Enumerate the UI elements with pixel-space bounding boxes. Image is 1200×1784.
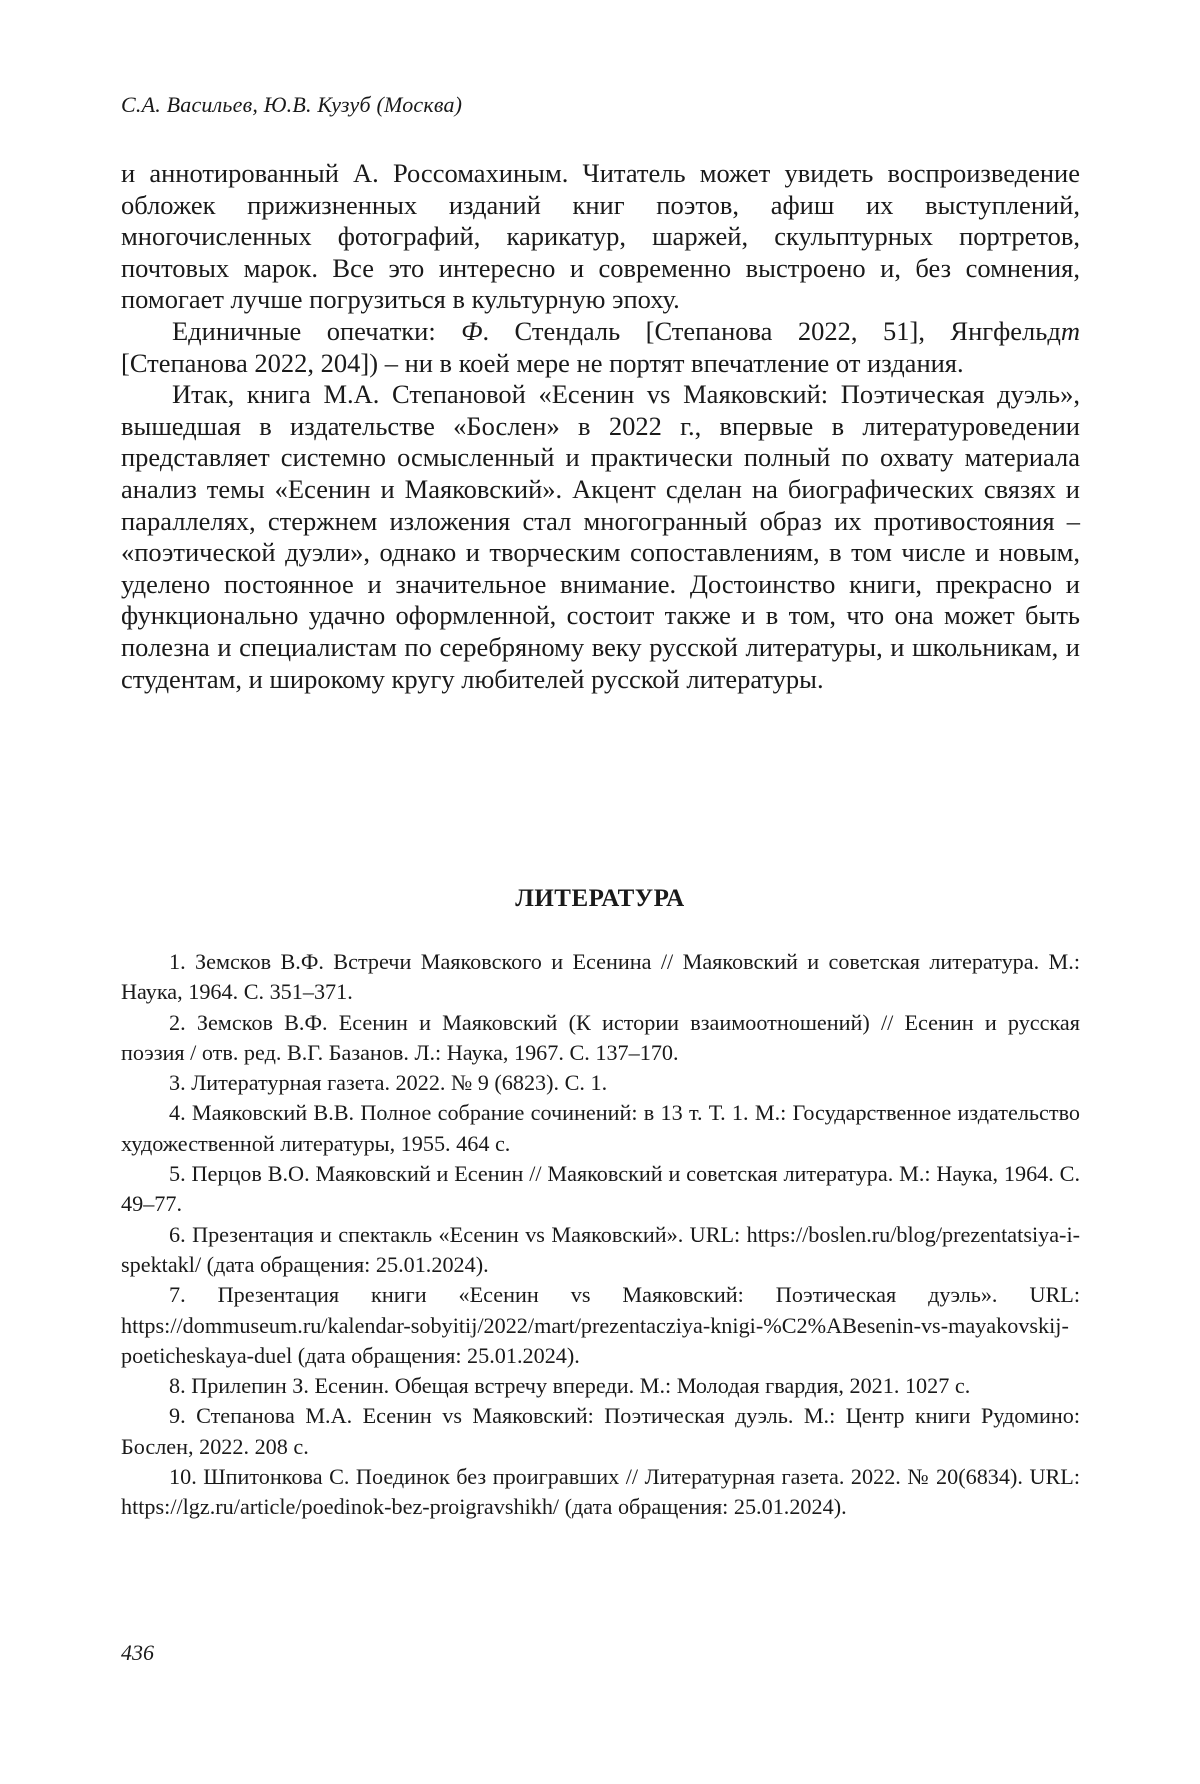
reference-item: 4. Маяковский В.В. Полное собрание сочинений: в 13 т. Т. 1. М.: Государственное издательство художественной литературы, 1955. 464 с. <box>121 1100 1080 1156</box>
typos-italic-f: Ф <box>461 315 483 346</box>
reference-item: 3. Литературная газета. 2022. № 9 (6823). С. 1. <box>169 1070 608 1096</box>
running-head: С.А. Васильев, Ю.В. Кузуб (Москва) <box>121 92 463 117</box>
reference-item: 9. Степанова М.А. Есенин vs Маяковский: Поэтическая дуэль. М.: Центр книги Рудомино: Бослен, 2022. 208 с. <box>121 1403 1080 1459</box>
paragraph-conclusion: Итак, книга М.А. Степановой «Есенин vs Маяковский: Поэтическая дуэль», вышедшая в издательстве «Бослен» в 2022 г., впервые в литературоведении представляет системно осмысленный и практически полный по охвату материала анализ темы «Есенин и Маяковский». Акцент сделан на биографических связях и параллелях, стержнем изложения стал многогранный образ их противостояния – «поэтической дуэли», однако и творческим сопоставлениям, в том числе и новым, уделено постоянное и значительное внимание. Достоинство книги, прекрасно и функционально удачно оформленной, состоит также и в том, что она может быть полезна и специалистам по серебряному веку русской литературы, и школьникам, и студентам, и широкому кругу любителей русской литературы. <box>121 379 1080 694</box>
reference-item: 10. Шпитонкова С. Поединок без проигравших // Литературная газета. 2022. № 20(6834). URL: https://lgz.ru/article/poedinok-bez-proigravshikh/ (дата обращения: 25.01.2024). <box>121 1464 1080 1520</box>
references-title: ЛИТЕРАТУРА <box>515 885 685 912</box>
reference-item: 6. Презентация и спектакль «Есенин vs Маяковский». URL: https://boslen.ru/blog/prezentatsiya-i-spektakl/ (дата обращения: 25.01.2024). <box>121 1221 1080 1277</box>
reference-item: 2. Земсков В.Ф. Есенин и Маяковский (К истории взаимоотношений) // Есенин и русская поэзия / отв. ред. В.Г. Базанов. Л.: Наука, 1967. С. 137–170. <box>121 1009 1080 1065</box>
body-text <box>121 158 1080 695</box>
page-number: 436 <box>121 1640 154 1665</box>
reference-item: 1. Земсков В.Ф. Встречи Маяковского и Есенина // Маяковский и советская литература. М.: Наука, 1964. С. 351–371. <box>121 949 1080 1005</box>
reference-item: 8. Прилепин З. Есенин. Обещая встречу впереди. М.: Молодая гвардия, 2021. 1027 с. <box>169 1373 971 1399</box>
typos-tail: [Степанова 2022, 204]) – ни в коей мере не портят впечатление от издания. <box>121 347 964 378</box>
references-list <box>121 947 1080 1523</box>
typos-lead: Единичные опечатки: <box>172 315 462 346</box>
paragraph-continued: и аннотированный А. Россомахиным. Читатель может увидеть воспроизведение обложек прижизненных изданий книг поэтов, афиш их выступлений, многочисленных фотографий, карикатур, шаржей, скульптурных портретов, почтовых марок. Все это интересно и современно выстроено и, без сомнения, помогает лучше погрузиться в культурную эпоху. <box>121 158 1080 315</box>
reference-item: 7. Презентация книги «Есенин vs Маяковский: Поэтическая дуэль». URL: https://dommuseum.ru/kalendar-sobyitij/2022/mart/prezentacziya-knigi-%C2%ABesenin-vs-mayakovskij-poeticheskaya-duel (дата обращения: 25.01.2024). <box>121 1282 1080 1368</box>
typos-mid: . Стендаль [Степанова 2022, 51], Янгфельд <box>482 315 1061 346</box>
typos-italic-t: т <box>1060 315 1080 346</box>
paragraph-typos <box>121 316 1080 379</box>
reference-item: 5. Перцов В.О. Маяковский и Есенин // Маяковский и советская литература. М.: Наука, 1964. С. 49–77. <box>121 1161 1080 1217</box>
